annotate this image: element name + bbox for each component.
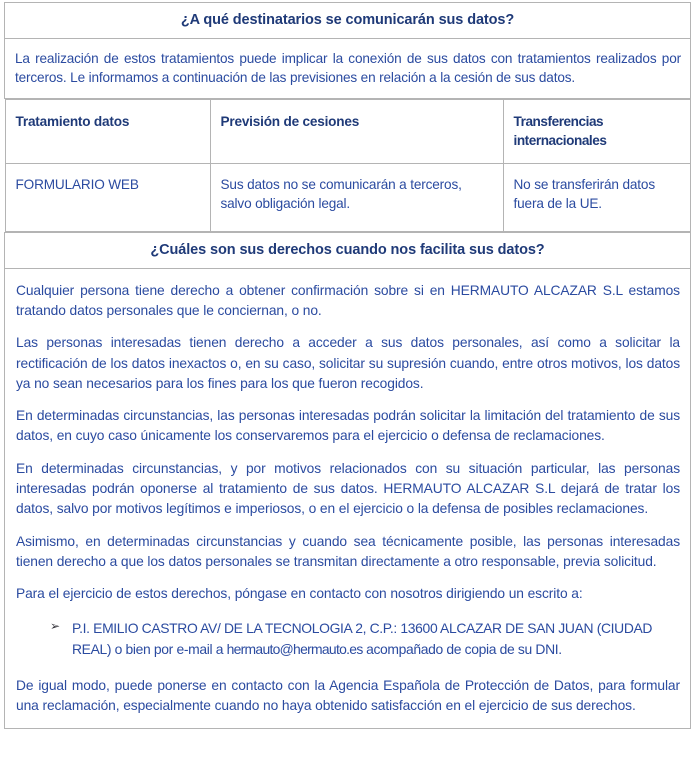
rights-cell <box>5 268 691 728</box>
table-header-row <box>5 99 690 164</box>
data-table-row <box>5 98 691 232</box>
section-heading-row-recipients <box>5 3 691 39</box>
contact-email[interactable]: hermauto@hermauto.es <box>226 641 363 658</box>
table-cell-prevision: Sus datos no se comunicarán a terceros, salvo obligación legal. <box>210 164 503 232</box>
rights-paragraph-3: En determinadas circunstancias, las personas interesadas podrán solicitar la limitación del tratamiento de sus datos, en cuyo caso únicamente los conservaremos para el ejercicio o defensa de reclamaciones. <box>16 408 680 444</box>
section-heading-row-rights <box>5 232 691 268</box>
address-text-before: P.I. EMILIO CASTRO AV/ DE LA TECNOLOGIA 2, C.P.: 13600 ALCAZAR DE SAN JUAN (CIUDAD REAL) o bien por e-mail a <box>72 620 653 658</box>
transfers-table <box>5 99 691 232</box>
table-cell-transferencias: No se transferirán datos fuera de la UE. <box>503 164 690 232</box>
intro-row <box>5 39 691 99</box>
rights-paragraph-6: Para el ejercicio de estos derechos, póngase en contacto con nosotros dirigiendo un escrito a: <box>16 586 583 602</box>
table-header-prevision-cesiones: Previsión de cesiones <box>210 99 503 164</box>
rights-row <box>5 268 691 728</box>
list-item <box>16 618 680 659</box>
table-header-tratamiento-datos: Tratamiento datos <box>5 99 210 164</box>
data-table-cell <box>5 98 691 232</box>
arrow-bullet-icon: ➢ <box>50 619 60 634</box>
document-outer-table <box>4 2 691 729</box>
rights-paragraph-4: En determinadas circunstancias, y por motivos relacionados con su situación particular, las personas interesadas podrán oponerse al tratamiento de sus datos. HERMAUTO ALCAZAR S.L dejará de tratar los datos, salvo por motivos legítimos e imperiosos, o en el ejercicio o la defensa de posibles reclamaciones. <box>16 460 680 517</box>
section-heading-recipients: ¿A qué destinatarios se comunicarán sus datos? <box>5 3 691 39</box>
address-text-after: acompañado de copia de su DNI. <box>362 641 562 658</box>
table-cell-tratamiento: FORMULARIO WEB <box>5 164 210 232</box>
rights-paragraph-1: Cualquier persona tiene derecho a obtener confirmación sobre si en HERMAUTO ALCAZAR S.L estamos tratando datos personales que le conciernan, o no. <box>16 282 680 319</box>
contact-address-list <box>16 618 680 659</box>
rights-closing-paragraph: De igual modo, puede ponerse en contacto con la Agencia Española de Protección de Datos, para formular una reclamación, especialmente cuando no haya obtenido satisfacción en el ejercicio de sus derechos. <box>16 677 680 713</box>
section-heading-rights: ¿Cuáles son sus derechos cuando nos facilita sus datos? <box>5 232 691 268</box>
intro-cell <box>5 39 691 99</box>
table-header-transferencias-internacionales: Transferencias internacionales <box>503 99 690 164</box>
rights-paragraph-2: Las personas interesadas tienen derecho a acceder a sus datos personales, así como a solicitar la rectificación de los datos inexactos o, en su caso, solicitar su supresión cuando, entre otros motivos, los datos ya no sean necesarios para los fines para los que fueron recogidos. <box>16 335 680 391</box>
table-row <box>5 164 690 232</box>
rights-paragraph-5: Asimismo, en determinadas circunstancias y cuando sea técnicamente posible, las personas interesadas tienen derecho a que los datos personales se transmitan directamente a otro responsable, previa solicitud. <box>16 533 680 569</box>
intro-paragraph: La realización de estos tratamientos puede implicar la conexión de sus datos con tratamientos realizados por terceros. Le informamos a continuación de las previsiones en relación a la cesión de sus datos. <box>15 51 681 86</box>
